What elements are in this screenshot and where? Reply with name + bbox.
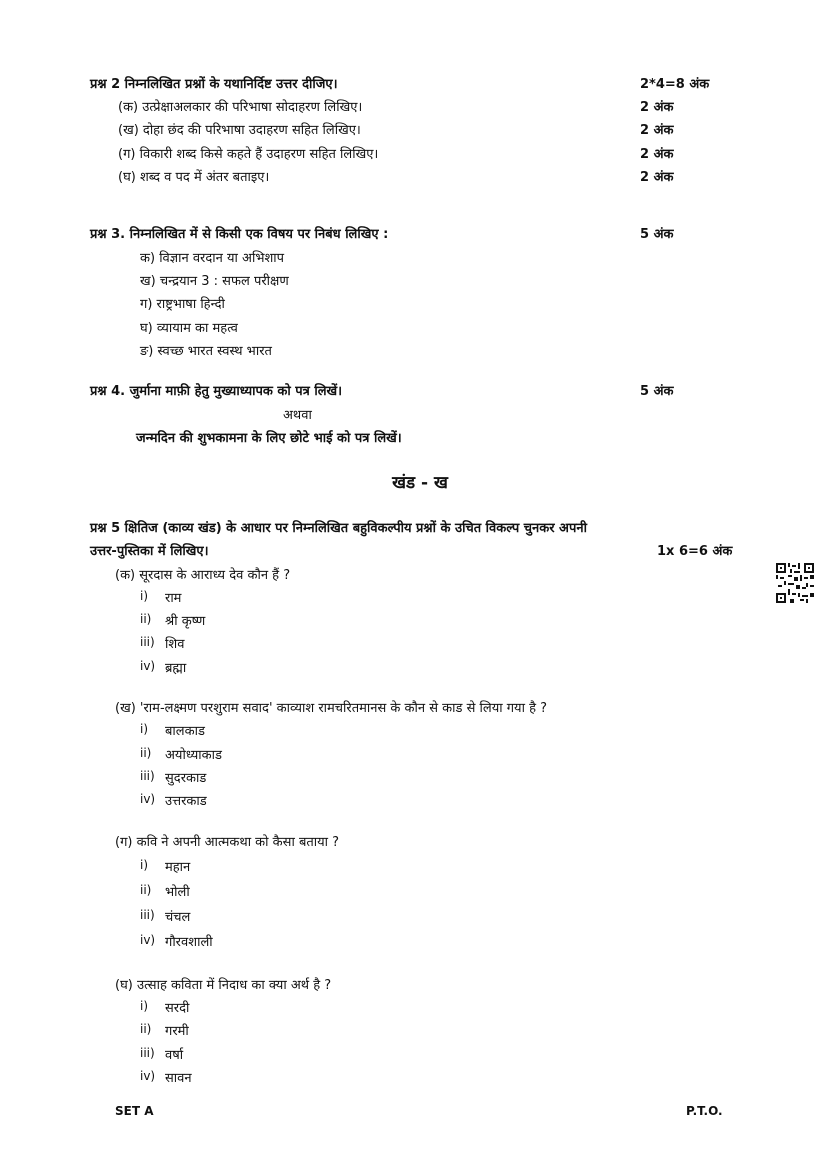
option-number: iv) [140,1069,156,1083]
q2-item: (ख) दोहा छंद की परिभाषा उदाहरण सहित लिखिए। [118,123,361,138]
or-label: अथवा [283,408,312,423]
option-text: गरमी [165,1024,189,1039]
option-text: शिव [165,637,185,652]
option-number: iii) [140,635,155,649]
option-text: गौरवशाली [165,935,213,950]
option-text: चंचल [165,910,191,925]
mcq-question: (क) सूरदास के आराध्य देव कौन हैं ? [115,568,291,583]
essay-topic: क) विज्ञान वरदान या अभिशाप [140,251,285,266]
essay-topic: घ) व्यायाम का महत्व [140,321,238,336]
option-text: महान [165,860,191,875]
option-text: उत्तरकाड [165,794,207,809]
option-number: ii) [140,746,152,760]
option-text: बालकाड [165,724,205,739]
option-number: iv) [140,933,156,947]
option-number: iv) [140,659,156,673]
option-text: राम [165,591,182,606]
q2-item-marks: 2 अंक [640,123,674,138]
option-text: भोली [165,885,190,900]
mcq-question: (घ) उत्साह कविता में निदाध का क्या अर्थ है ? [115,978,332,993]
q2-item: (क) उत्प्रेक्षाअलकार की परिभाषा सोदाहरण लिखिए। [118,100,363,115]
option-number: iii) [140,908,155,922]
q5-title-line2: उत्तर-पुस्तिका में लिखिए। [90,544,209,559]
pto-label: P.T.O. [686,1104,723,1118]
mcq-question: (ग) कवि ने अपनी आत्मकथा को कैसा बताया ? [115,835,340,850]
q2-marks: 2*4=8 अंक [640,77,710,92]
option-text: सरदी [165,1001,190,1016]
q2-item: (ग) विकारी शब्द किसे कहते हैं उदाहरण सहित लिखिए। [118,147,379,162]
option-text: ब्रह्मा [165,661,187,676]
q2-title: प्रश्न 2 निम्नलिखित प्रश्नों के यथानिर्दिष्ट उत्तर दीजिए। [90,77,338,92]
q5-title-line1: प्रश्न 5 क्षितिज (काव्य खंड) के आधार पर निम्नलिखित बहुविकल्पीय प्रश्नों के उचित विकल्प चुनकर अपनी [90,521,587,536]
option-number: i) [140,858,149,872]
q2-item-marks: 2 अंक [640,147,674,162]
option-text: श्री कृष्ण [165,614,206,629]
q2-item: (घ) शब्द व पद में अंतर बताइए। [118,170,270,185]
option-number: iii) [140,769,155,783]
option-text: सुदरकाड [165,771,207,786]
q2-item-marks: 2 अंक [640,100,674,115]
q3-title: प्रश्न 3. निम्नलिखित में से किसी एक विषय पर निबंध लिखिए : [90,227,389,242]
option-text: वर्षा [165,1048,184,1063]
mcq-question: (ख) 'राम-लक्ष्मण परशुराम सवाद' काव्याश रामचरितमानस के कौन से काड से लिया गया है ? [115,701,548,716]
q3-marks: 5 अंक [640,227,674,242]
q2-item-marks: 2 अंक [640,170,674,185]
essay-topic: ग) राष्ट्रभाषा हिन्दी [140,297,225,312]
qr-code [776,563,814,603]
option-number: i) [140,722,149,736]
option-number: iv) [140,792,156,806]
q4-title: प्रश्न 4. जुर्माना माफ़ी हेतु मुख्याध्यापक को पत्र लिखें। [90,384,343,399]
q4-alternative: जन्मदिन की शुभकामना के लिए छोटे भाई को पत्र लिखें। [136,431,402,446]
set-label: SET A [115,1104,154,1118]
essay-topic: ङ) स्वच्छ भारत स्वस्थ भारत [140,344,272,359]
essay-topic: ख) चन्द्रयान 3 : सफल परीक्षण [140,274,289,289]
option-number: ii) [140,612,152,626]
option-number: ii) [140,1022,152,1036]
option-number: ii) [140,883,152,897]
option-number: i) [140,589,149,603]
option-text: सावन [165,1071,192,1086]
option-text: अयोध्याकाड [165,748,222,763]
q4-marks: 5 अंक [640,384,674,399]
option-number: i) [140,999,149,1013]
section-title: खंड - ख [392,473,448,493]
q5-marks: 1x 6=6 अंक [657,544,733,559]
option-number: iii) [140,1046,155,1060]
